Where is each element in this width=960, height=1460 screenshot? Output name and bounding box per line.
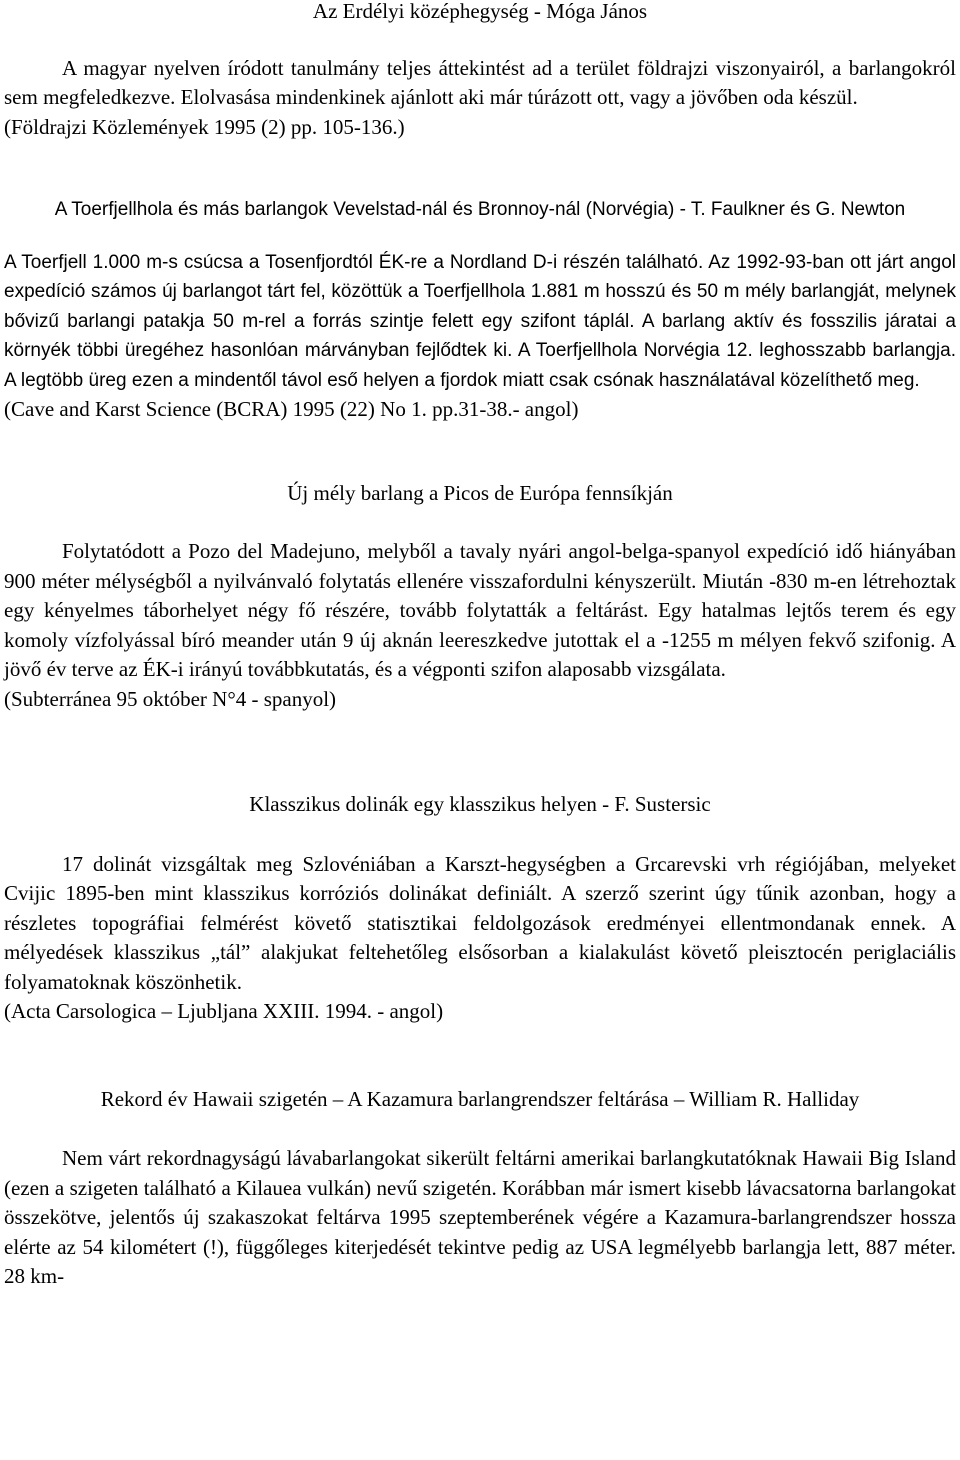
article-body bbox=[4, 248, 956, 425]
article-source: (Subterránea 95 október N°4 - spanyol) bbox=[4, 686, 337, 711]
article-paragraph: Nem várt rekordnagyságú lávabarlangokat sikerült feltárni amerikai barlangkutatóknak Hawaii Big Island (ezen a szigeten található a Kilauea vulkán) nevű szigetén. Korábban már ismert kisebb lávacsatorna barlangokat összekötve, jelentős új szakaszokat feltárva 1995 szeptemberének végére a Kazamura-barlangrendszer hossza elérte az 54 kilométert (!), függőleges kiterjedését tekintve pedig az USA legmélyebb barlangja lett, 887 méter. 28 km- bbox=[4, 1146, 956, 1288]
article-source: (Acta Carsologica – Ljubljana XXIII. 1994. - angol) bbox=[4, 999, 444, 1023]
article-paragraph: Folytatódott a Pozo del Madejuno, melyből a tavaly nyári angol-belga-spanyol expedíció idő hiányában 900 méter mélységből a nyilvánvaló folytatás ellenére visszafordulni kényszerült. Miután -830 m-en létrehoztak egy kényelmes táborhelyet négy fő részére, tovább folytatták a feltárást. Egy hatalmas lejtős terem és egy komoly vízfolyással bíró meander után 9 új aknán leereszkedve jutottak el a -1255 m mélyen fekvő szifonig. A jövő év terve az ÉK-i irányú továbbkutatás, és a végponti szifon alaposabb vizsgálata. bbox=[4, 539, 956, 681]
article-title: Az Erdélyi középhegység - Móga János bbox=[312, 0, 648, 23]
article-body bbox=[4, 54, 956, 143]
article-title: A Toerfjellhola és más barlangok Vevelstad-nál és Bronnoy-nál (Norvégia) - T. Faulkner és G. Newton bbox=[54, 199, 906, 220]
article-paragraph: A magyar nyelven íródott tanulmány teljes áttekintést ad a terület földrajzi viszonyairól, a barlangokról sem megfeledkezve. Elolvasása mindenkinek ajánlott aki már túrázott ott, vagy a jövőben oda készül. bbox=[4, 55, 956, 109]
article-body bbox=[4, 850, 956, 1027]
article-source: (Cave and Karst Science (BCRA) 1995 (22) No 1. pp.31-38.- angol) bbox=[4, 397, 579, 421]
article-body bbox=[4, 1144, 956, 1292]
article-paragraph: 17 dolinát vizsgáltak meg Szlovéniában a Karszt-hegységben a Grcarevski vrh régiójában, melyeket Cvijic 1895-ben mint klasszikus korróziós dolinákat definiált. A szerző szerint úgy tűnik azonban, hogy a részletes topográfiai felmérést követő statisztikai feldolgozások eredményei ellentmondanak ennek. A mélyedések klasszikus „tál” alakjukat feltehetőleg elsősorban a kialakulást követő pleisztocén periglaciális folyamatoknak köszönhetik. bbox=[4, 851, 956, 994]
article-title: Rekord év Hawaii szigetén – A Kazamura barlangrendszer feltárása – William R. Halliday bbox=[100, 1086, 860, 1111]
document-page bbox=[4, 0, 956, 1292]
article-title: Új mély barlang a Picos de Európa fennsíkján bbox=[287, 480, 673, 505]
article-source: (Földrajzi Közlemények 1995 (2) pp. 105-136.) bbox=[4, 114, 405, 139]
article-paragraph: A Toerfjell 1.000 m-s csúcsa a Tosenfjordtól ÉK-re a Nordland D-i részén található. Az 1992-93-ban ott járt angol expedíció számos új barlangot tárt fel, közöttük a Toerfjellhola 1.881 m hosszú és 50 m mély barlangját, melynek bővizű barlangi patakja 50 m-rel a forrás szintje felett egy szifont táplál. A barlang aktív és fosszilis járatai a környék többi üregéhez hasonlóan márványban fejlődtek ki. A Toerfjellhola Norvégia 12. leghosszabb barlangja. A legtöbb üreg ezen a mindentől távol eső helyen a fjordok miatt csak csónak használatával közelíthető meg. bbox=[4, 251, 956, 391]
article-title: Klasszikus dolinák egy klasszikus helyen - F. Sustersic bbox=[249, 792, 711, 816]
article-body bbox=[4, 537, 956, 714]
